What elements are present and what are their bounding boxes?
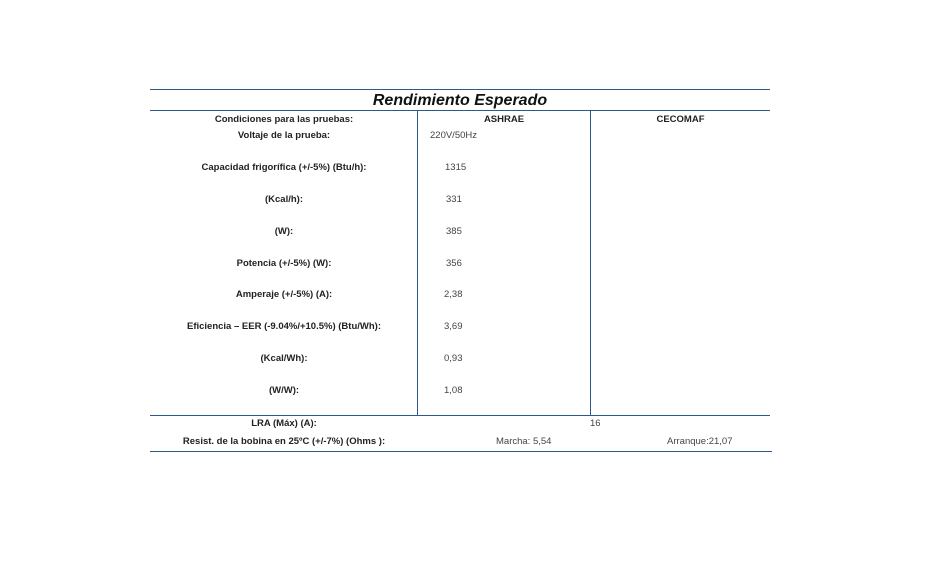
row-value-capacity-kcalh: 331 <box>446 194 462 205</box>
top-rule <box>150 89 770 90</box>
row-label-eer-btuwh: Eficiencia – EER (-9.04%/+10.5%) (Btu/Wh): <box>186 321 381 332</box>
row-value-voltage: 220V/50Hz <box>430 130 478 141</box>
row-value-capacity-btuh: 1315 <box>445 162 467 173</box>
row-value-eer-kcalwh: 0,93 <box>444 353 463 364</box>
row-label-voltage: Voltaje de la prueba: <box>237 130 331 141</box>
row-label-eer-ww: (W/W): <box>268 385 300 396</box>
row-label-capacity-kcalh: (Kcal/h): <box>265 194 303 205</box>
resist-arranque: Arranque:21,07 <box>667 436 733 447</box>
conditions-label: Condiciones para las pruebas: <box>214 114 354 125</box>
resist-marcha: Marcha: 5,54 <box>496 436 552 447</box>
lra-value: 16 <box>590 418 601 429</box>
row-label-eer-kcalwh: (Kcal/Wh): <box>260 353 308 364</box>
header-rule <box>150 110 770 111</box>
column-header-cecomaf: CECOMAF <box>656 114 705 125</box>
row-label-power: Potencia (+/-5%) (W): <box>236 258 332 269</box>
row-value-eer-btuwh: 3,69 <box>444 321 463 332</box>
row-value-amperage: 2,38 <box>444 289 463 300</box>
row-value-eer-ww: 1,08 <box>444 385 463 396</box>
ashrae-column-divider <box>590 110 591 415</box>
performance-table <box>150 89 770 454</box>
row-value-power: 356 <box>446 258 462 269</box>
column-header-ashrae: ASHRAE <box>483 114 525 125</box>
resist-label: Resist. de la bobina en 25ºC (+/-7%) (Ohms ): <box>182 436 386 447</box>
row-label-capacity-btuh: Capacidad frigorífica (+/-5%) (Btu/h): <box>201 162 367 173</box>
row-label-amperage: Amperaje (+/-5%) (A): <box>235 289 333 300</box>
page-title: Rendimiento Esperado <box>372 92 548 109</box>
row-value-capacity-w: 385 <box>446 226 462 237</box>
lra-label: LRA (Máx) (A): <box>251 418 317 429</box>
row-label-capacity-w: (W): <box>274 226 294 237</box>
bottom-rule <box>150 451 772 452</box>
body-bottom-rule <box>150 415 770 416</box>
